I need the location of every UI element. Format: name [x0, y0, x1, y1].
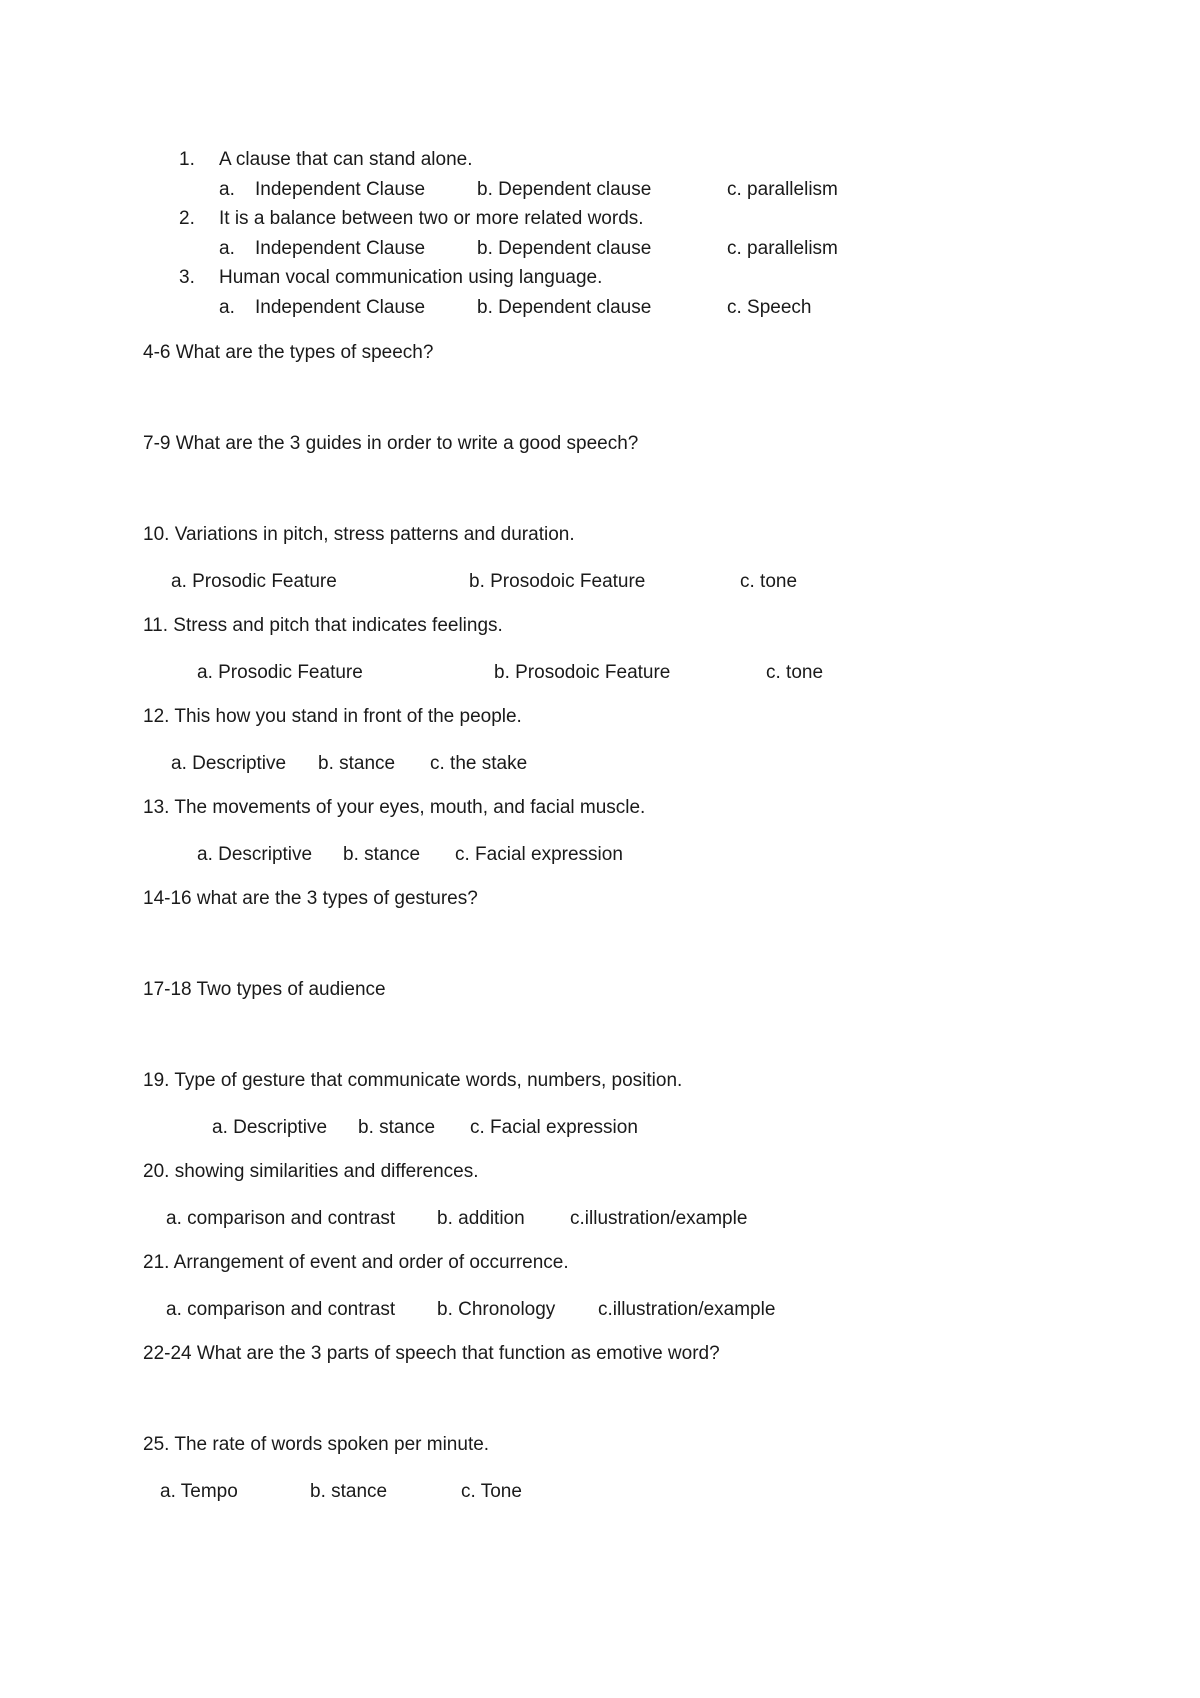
question-20-option-a: a. comparison and contrast — [166, 1208, 396, 1229]
question-4-6: 4-6 What are the types of speech? — [143, 342, 434, 363]
item-1-option-c: c. parallelism — [727, 179, 838, 200]
question-10: 10. Variations in pitch, stress patterns and duration. — [143, 524, 575, 545]
question-25: 25. The rate of words spoken per minute. — [143, 1434, 490, 1455]
question-12-option-b: b. stance — [318, 753, 396, 774]
question-20-option-b: b. addition — [437, 1208, 525, 1229]
question-19-option-c: c. Facial expression — [470, 1117, 638, 1138]
question-21: 21. Arrangement of event and order of occurrence. — [143, 1252, 569, 1273]
question-13: 13. The movements of your eyes, mouth, and facial muscle. — [143, 797, 646, 818]
question-19-option-a: a. Descriptive — [212, 1117, 328, 1138]
question-10-option-b: b. Prosodoic Feature — [469, 571, 646, 592]
question-25-option-a: a. Tempo — [160, 1481, 238, 1502]
item-3-option-a-letter: a. — [219, 297, 235, 318]
item-1-option-a-letter: a. — [219, 179, 235, 200]
item-1-question: A clause that can stand alone. — [219, 149, 473, 170]
item-2-option-c: c. parallelism — [727, 238, 838, 259]
question-13-option-a: a. Descriptive — [197, 844, 313, 865]
item-1-option-a: Independent Clause — [255, 179, 426, 200]
item-2-option-a-letter: a. — [219, 238, 235, 259]
item-3-option-c: c. Speech — [727, 297, 812, 318]
question-21-option-b: b. Chronology — [437, 1299, 556, 1320]
question-19-option-b: b. stance — [358, 1117, 436, 1138]
item-1-option-b: b. Dependent clause — [477, 179, 652, 200]
question-12-option-a: a. Descriptive — [171, 753, 287, 774]
question-11-option-a: a. Prosodic Feature — [197, 662, 363, 683]
item-2-number: 2. — [179, 208, 195, 229]
item-2-option-b: b. Dependent clause — [477, 238, 652, 259]
question-14-16: 14-16 what are the 3 types of gestures? — [143, 888, 478, 909]
question-25-option-b: b. stance — [310, 1481, 388, 1502]
question-20: 20. showing similarities and differences. — [143, 1161, 479, 1182]
question-13-option-c: c. Facial expression — [455, 844, 623, 865]
question-10-option-a: a. Prosodic Feature — [171, 571, 337, 592]
question-7-9: 7-9 What are the 3 guides in order to write a good speech? — [143, 433, 639, 454]
question-19: 19. Type of gesture that communicate words, numbers, position. — [143, 1070, 683, 1091]
question-21-option-c: c.illustration/example — [598, 1299, 776, 1320]
item-2-option-a: Independent Clause — [255, 238, 426, 259]
question-12: 12. This how you stand in front of the people. — [143, 706, 522, 727]
question-11: 11. Stress and pitch that indicates feelings. — [143, 615, 503, 636]
question-11-option-b: b. Prosodoic Feature — [494, 662, 671, 683]
question-22-24: 22-24 What are the 3 parts of speech that function as emotive word? — [143, 1343, 720, 1364]
question-17-18: 17-18 Two types of audience — [143, 979, 386, 1000]
item-3-question: Human vocal communication using language. — [219, 267, 603, 288]
question-10-option-c: c. tone — [740, 571, 798, 592]
item-1-number: 1. — [179, 149, 195, 170]
question-13-option-b: b. stance — [343, 844, 421, 865]
question-12-option-c: c. the stake — [430, 753, 528, 774]
item-3-number: 3. — [179, 267, 195, 288]
item-2-question: It is a balance between two or more related words. — [219, 208, 644, 229]
item-3-option-b: b. Dependent clause — [477, 297, 652, 318]
question-11-option-c: c. tone — [766, 662, 824, 683]
question-25-option-c: c. Tone — [461, 1481, 522, 1502]
question-20-option-c: c.illustration/example — [570, 1208, 748, 1229]
question-21-option-a: a. comparison and contrast — [166, 1299, 396, 1320]
item-3-option-a: Independent Clause — [255, 297, 426, 318]
